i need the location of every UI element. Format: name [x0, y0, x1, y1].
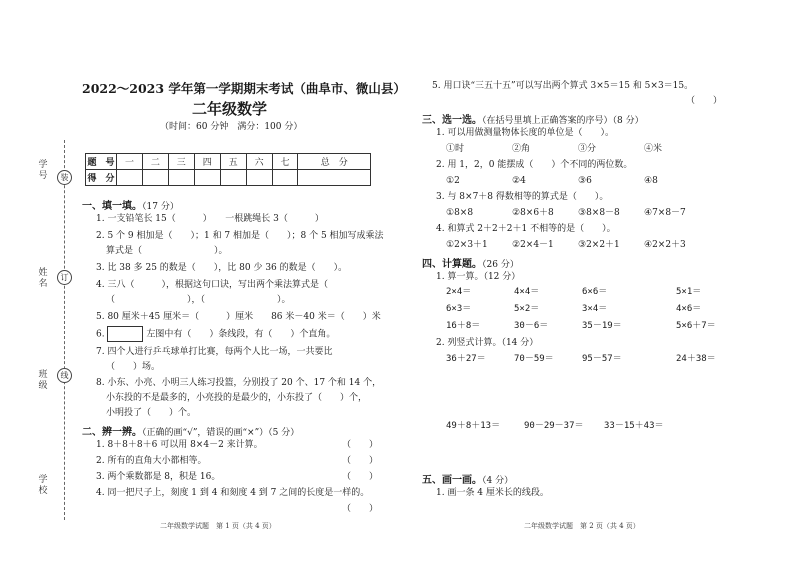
s3-q1-opt[interactable]: ③分 [578, 144, 597, 154]
score-cell[interactable] [117, 170, 143, 186]
score-cell[interactable] [298, 170, 371, 186]
s1-q6-number: 6. [96, 329, 105, 340]
binding-circle-xian: 线 [57, 368, 72, 383]
section2-title: 二、辨一辨。（正确的画“√”，错误的画“×”）（5 分） [82, 427, 300, 438]
s1-q3: 3. 比 38 多 25 的数是（ ），比 80 少 36 的数是（ ）。 [96, 263, 348, 273]
calc-item[interactable]: 30－6＝ [514, 321, 549, 331]
section1-title: 一、填一填。（17 分） [82, 201, 179, 212]
s3-q3-opt[interactable]: ④7×8－7 [644, 208, 686, 218]
s2-item-1: 1. 8＋8＋8＋6 可以用 8×4－2 来计算。 [96, 440, 263, 450]
section3-title: 三、选一选。（在括号里填上正确答案的序号）（8 分） [422, 115, 644, 126]
calc-item[interactable]: 4×6＝ [676, 304, 702, 314]
vertical-calc-item[interactable]: 95－57＝ [582, 354, 622, 364]
s1-q6-text: 左图中有（ ）条线段，有（ ）个直角。 [146, 329, 336, 340]
s3-q1-opt[interactable]: ②角 [512, 144, 531, 154]
s2-item-4: 4. 同一把尺子上，刻度 1 到 4 和刻度 4 到 7 之间的长度是一样的。 [96, 488, 370, 498]
calc-item[interactable]: 5×2＝ [514, 304, 540, 314]
binding-label-name: 姓名 [38, 268, 48, 289]
s2-paren-3[interactable]: （ ） [342, 472, 379, 482]
s2-paren-1[interactable]: （ ） [342, 440, 379, 450]
s1-q7-line1: 7. 四个人进行乒乓球单打比赛，每两个人比一场，一共要比 [96, 347, 333, 357]
s1-q5: 5. 80 厘米＋45 厘米＝（ ）厘米 86 米－40 米＝（ ）米 [96, 312, 381, 322]
score-table-row-label: 得 分 [86, 170, 117, 186]
score-table-col: 总 分 [298, 154, 371, 170]
s3-q3-opt[interactable]: ③8×8－8 [578, 208, 620, 218]
calc-item[interactable]: 6×6＝ [582, 287, 608, 297]
rectangle-figure [107, 326, 143, 342]
score-table-score-row [86, 170, 371, 186]
binding-circle-zhuang: 装 [57, 170, 72, 185]
binding-line [64, 140, 65, 520]
s2-item-3: 3. 两个乘数都是 8，积是 16。 [96, 472, 221, 482]
calc-item[interactable]: 16＋8＝ [446, 321, 481, 331]
s3-q2-opt[interactable]: ④8 [644, 176, 658, 186]
s2-paren-4[interactable]: （ ） [342, 504, 379, 514]
s1-q2-line2: 算式是（ ）。 [106, 246, 228, 256]
s2-item-2: 2. 所有的直角大小都相等。 [96, 456, 207, 466]
s3-q2: 2. 用 1，2，0 能摆成（ ）个不同的两位数。 [436, 160, 633, 170]
s3-q2-opt[interactable]: ②4 [512, 176, 526, 186]
s2-paren-2[interactable]: （ ） [342, 456, 379, 466]
footer-page-2: 二年级数学试题 第 2 页（共 4 页） [524, 522, 640, 530]
score-table-col: 六 [246, 154, 272, 170]
score-table-col: 一 [117, 154, 143, 170]
binding-label-class: 班级 [38, 370, 48, 391]
s3-q1: 1. 可以用做测量物体长度的单位是（ ）。 [436, 128, 614, 138]
s1-q7-line2: （ ）场。 [106, 362, 161, 372]
vertical-calc-item[interactable]: 49＋8＋13＝ [446, 421, 501, 431]
s4-sub2: 2. 列竖式计算。（14 分） [436, 338, 539, 348]
calc-item[interactable]: 6×3＝ [446, 304, 472, 314]
s2-paren-5[interactable]: （ ） [686, 96, 723, 106]
calc-item[interactable]: 2×4＝ [446, 287, 472, 297]
s1-q6 [96, 326, 335, 342]
score-table [85, 153, 371, 186]
s3-q4: 4. 和算式 2＋2＋2＋1 不相等的是（ ）。 [436, 224, 616, 234]
s3-q3-opt[interactable]: ②8×6＋8 [512, 208, 554, 218]
s1-q1: 1. 一支铅笔长 15（ ） 一根跳绳长 3（ ） [96, 214, 324, 224]
score-table-header-row [86, 154, 371, 170]
s1-q4-line1: 4. 三八（ ），根据这句口诀，写出两个乘法算式是（ [96, 280, 328, 290]
calc-item[interactable]: 5×6＋7＝ [676, 321, 716, 331]
score-cell[interactable] [168, 170, 194, 186]
vertical-calc-item[interactable]: 36＋27＝ [446, 354, 486, 364]
score-table-col: 五 [220, 154, 246, 170]
s3-q4-opt[interactable]: ③2×2＋1 [578, 240, 620, 250]
vertical-calc-item[interactable]: 70－59＝ [514, 354, 554, 364]
footer-page-1: 二年级数学试题 第 1 页（共 4 页） [160, 522, 276, 530]
binding-label-student-id: 学号 [38, 160, 48, 181]
s3-q1-opt[interactable]: ①时 [446, 144, 465, 154]
s3-q4-opt[interactable]: ④2×2＋3 [644, 240, 686, 250]
s3-q4-opt[interactable]: ①2×3＋1 [446, 240, 488, 250]
binding-circle-ding: 订 [57, 270, 72, 285]
score-table-col: 四 [194, 154, 220, 170]
calc-item[interactable]: 4×4＝ [514, 287, 540, 297]
score-table-col: 二 [142, 154, 168, 170]
vertical-calc-item[interactable]: 90－29－37＝ [524, 421, 584, 431]
exam-title: 2022～2023 学年第一学期期末考试（曲阜市、微山县） [82, 81, 406, 96]
s3-q2-opt[interactable]: ③6 [578, 176, 592, 186]
score-cell[interactable] [220, 170, 246, 186]
calc-item[interactable]: 3×4＝ [582, 304, 608, 314]
binding-label-school: 学校 [38, 475, 48, 496]
score-table-row-label: 题 号 [86, 154, 117, 170]
s1-q8-line1: 8. 小东、小亮、小明三人练习投篮，分别投了 20 个、17 个和 14 个， [96, 378, 382, 388]
score-cell[interactable] [246, 170, 272, 186]
exam-meta: （时间：60 分钟 满分：100 分） [160, 122, 303, 132]
vertical-calc-item[interactable]: 24＋38＝ [676, 354, 716, 364]
score-cell[interactable] [272, 170, 298, 186]
s1-q4-line2: （ ），（ ）。 [106, 295, 291, 305]
section5-title: 五、画一画。（4 分） [422, 475, 514, 486]
score-table-col: 三 [168, 154, 194, 170]
section4-title: 四、计算题。（26 分） [422, 259, 519, 270]
subject-title: 二年级数学 [192, 100, 268, 118]
s1-q8-line2: 小东投的不是最多的，小亮投的是最少的，小东投了（ ）个， [106, 393, 368, 403]
s3-q3-opt[interactable]: ①8×8 [446, 208, 474, 218]
score-cell[interactable] [142, 170, 168, 186]
s3-q2-opt[interactable]: ①2 [446, 176, 460, 186]
s1-q2-line1: 2. 5 个 9 相加是（ ）；1 和 7 相加是（ ）；8 个 5 相加写成乘法 [96, 231, 384, 241]
score-table-col: 七 [272, 154, 298, 170]
s3-q4-opt[interactable]: ②2×4－1 [512, 240, 554, 250]
score-cell[interactable] [194, 170, 220, 186]
s4-sub1: 1. 算一算。（12 分） [436, 272, 521, 282]
vertical-calc-item[interactable]: 33－15＋43＝ [604, 421, 664, 431]
s3-q1-opt[interactable]: ④米 [644, 144, 663, 154]
calc-item[interactable]: 5×1＝ [676, 287, 702, 297]
s1-q8-line3: 小明投了（ ）个。 [106, 408, 197, 418]
calc-item[interactable]: 35－19＝ [582, 321, 622, 331]
s3-q3: 3. 与 8×7＋8 得数相等的算式是（ ）。 [436, 192, 609, 202]
s5-q1: 1. 画一条 4 厘米长的线段。 [436, 488, 549, 498]
s2-item-5: 5. 用口诀“三五十五”可以写出两个算式 3×5＝15 和 5×3＝15。 [432, 81, 694, 91]
